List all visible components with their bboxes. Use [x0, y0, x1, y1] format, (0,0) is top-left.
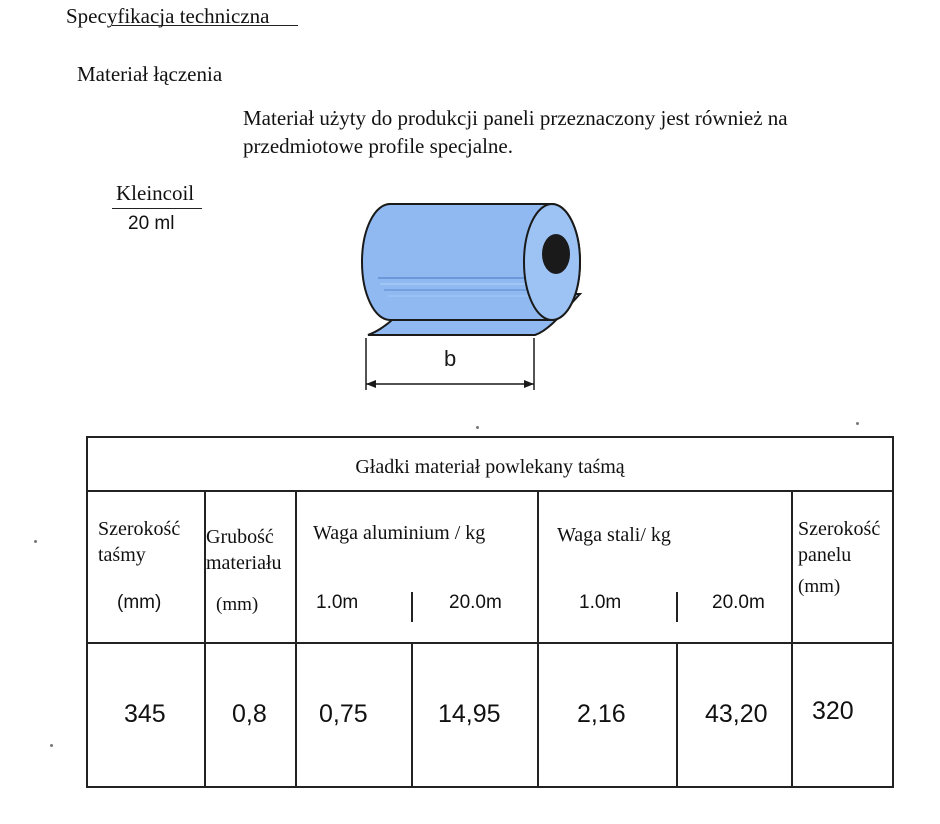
header-thickness: Grubość materiału — [206, 526, 282, 574]
table-title: Gładki materiał powlekany taśmą — [355, 456, 625, 478]
section-title: Materiał łączenia — [77, 62, 223, 86]
product-name-underline — [112, 208, 202, 209]
value-aluminium-20m: 14,95 — [438, 700, 501, 728]
header-strip-width: Szerokość taśmy — [98, 518, 181, 566]
title-underline — [112, 25, 298, 26]
value-thickness: 0,8 — [232, 700, 267, 728]
product-size: 20 ml — [128, 213, 175, 234]
scan-dot — [856, 422, 859, 425]
document-title: Specyfikacja techniczna — [66, 4, 270, 28]
value-steel-1m: 2,16 — [577, 700, 626, 728]
header-strip-width-unit: (mm) — [117, 592, 162, 613]
value-aluminium-1m: 0,75 — [319, 700, 368, 728]
coil-roll-illustration — [340, 190, 600, 400]
header-steel-20m: 20.0m — [712, 592, 765, 613]
header-aluminium-weight: Waga aluminium / kg — [313, 522, 486, 544]
value-panel-width: 320 — [812, 697, 854, 725]
dimension-label: b — [444, 346, 457, 371]
header-panel-width-unit: (mm) — [798, 576, 841, 597]
scan-dot — [50, 744, 53, 747]
spec-table — [86, 436, 894, 788]
header-steel-weight: Waga stali/ kg — [557, 524, 671, 546]
roll-core-hole — [542, 234, 570, 274]
scan-dot — [34, 540, 37, 543]
scan-dot — [476, 426, 479, 429]
product-name: Kleincoil — [116, 181, 195, 205]
header-steel-1m: 1.0m — [579, 592, 622, 613]
value-strip-width: 345 — [124, 700, 166, 728]
header-thickness-unit: (mm) — [216, 594, 259, 615]
header-aluminium-20m: 20.0m — [449, 592, 502, 613]
header-panel-width: Szerokość panelu — [798, 518, 881, 566]
description-paragraph: Materiał użyty do produkcji paneli przeznaczony jest również na przedmiotowe profile specjalne. — [243, 106, 788, 158]
header-aluminium-1m: 1.0m — [316, 592, 359, 613]
value-steel-20m: 43,20 — [705, 700, 768, 728]
